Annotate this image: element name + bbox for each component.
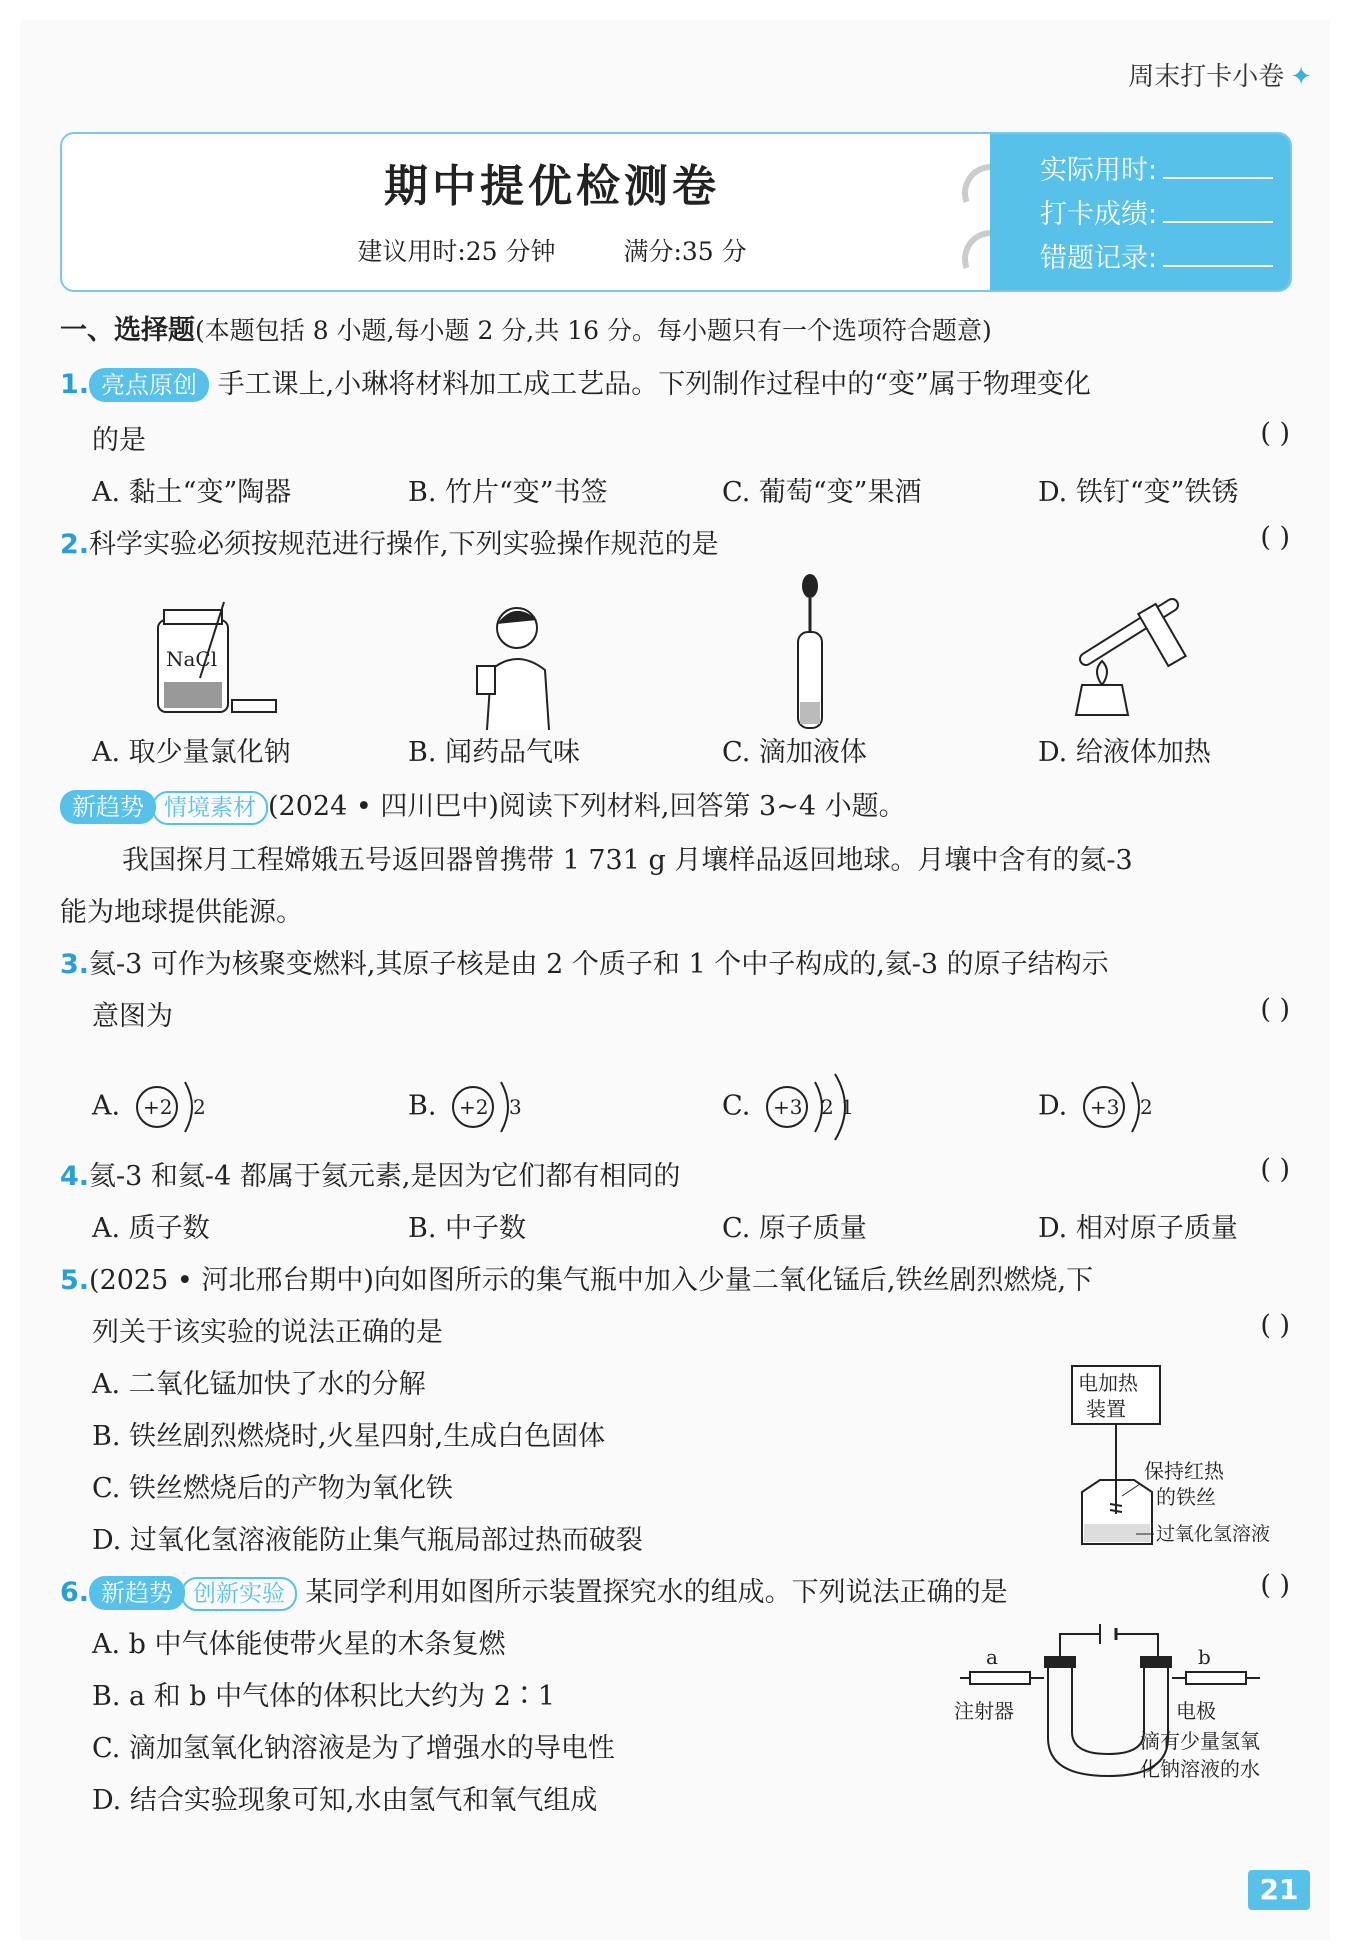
sparkle-icon: ✦	[1290, 62, 1312, 92]
material-text-cont: 能为地球提供能源。	[60, 897, 303, 928]
q2-answer-box[interactable]: ( )	[1260, 522, 1290, 553]
q2-option-a[interactable]: A. 取少量氯化钠	[92, 737, 291, 768]
svg-text:2: 2	[820, 1095, 834, 1119]
q1-option-c[interactable]: C. 葡萄“变”果酒	[722, 477, 922, 508]
q5-answer-box[interactable]: ( )	[1260, 1310, 1290, 1341]
q4-stem: 4.氦-3 和氦-4 都属于氦元素,是因为它们都有相同的	[60, 1161, 681, 1192]
svg-text:2: 2	[1139, 1095, 1153, 1119]
material-text: 我国探月工程嫦娥五号返回器曾携带 1 731 g 月壤样品返回地球。月壤中含有的氦-3	[122, 845, 1133, 876]
corner-label: 周末打卡小卷 ✦	[1128, 62, 1312, 92]
svg-text:+2: +2	[142, 1095, 173, 1119]
section-heading: 一、选择题(本题包括 8 小题,每小题 2 分,共 16 分。每小题只有一个选项符合题意)	[60, 315, 992, 346]
iron-wire-apparatus	[1060, 1364, 1300, 1564]
record-panel	[990, 134, 1290, 290]
actual-time-field[interactable]: 实际用时:	[1040, 148, 1273, 187]
svg-text:3: 3	[509, 1095, 522, 1119]
jar-label: NaCl	[166, 647, 218, 671]
q4-option-c[interactable]: C. 原子质量	[722, 1213, 867, 1244]
q1-option-b[interactable]: B. 竹片“变”书签	[408, 477, 608, 508]
svg-text:电极: 电极	[1176, 1699, 1216, 1723]
q4-option-b[interactable]: B. 中子数	[408, 1213, 527, 1244]
q5-option-c[interactable]: C. 铁丝燃烧后的产物为氧化铁	[92, 1473, 453, 1504]
material-header: 新趋势 情境素材 (2024 • 四川巴中)阅读下列材料,回答第 3~4 小题。	[60, 784, 906, 825]
page-number: 21	[1248, 1870, 1310, 1910]
q6-option-a[interactable]: A. b 中气体能使带火星的木条复燃	[92, 1629, 506, 1660]
svg-text:滴有少量氢氧: 滴有少量氢氧	[1140, 1729, 1260, 1753]
q2-option-b[interactable]: B. 闻药品气味	[408, 737, 581, 768]
atom-diagram	[759, 1072, 869, 1142]
q3-answer-box[interactable]: ( )	[1260, 994, 1290, 1025]
q5-option-a[interactable]: A. 二氧化锰加快了水的分解	[92, 1369, 426, 1400]
q5-option-b[interactable]: B. 铁丝剧烈燃烧时,火星四射,生成白色固体	[92, 1421, 606, 1452]
q1-answer-box[interactable]: ( )	[1260, 418, 1290, 449]
q4-option-d[interactable]: D. 相对原子质量	[1038, 1213, 1238, 1244]
electrolysis-apparatus	[940, 1620, 1290, 1790]
q2-stem: 2.科学实验必须按规范进行操作,下列实验操作规范的是	[60, 529, 719, 560]
q3-option-c[interactable]: C. +3 2 1	[722, 1072, 869, 1142]
q6-option-d[interactable]: D. 结合实验现象可知,水由氢气和氧气组成	[92, 1785, 598, 1816]
q5-option-d[interactable]: D. 过氧化氢溶液能防止集气瓶局部过热而破裂	[92, 1525, 643, 1556]
q4-option-a[interactable]: A. 质子数	[92, 1213, 210, 1244]
svg-text:2: 2	[192, 1095, 206, 1119]
q5-stem-cont: 列关于该实验的说法正确的是	[92, 1317, 443, 1348]
svg-text:注射器: 注射器	[954, 1699, 1014, 1723]
suggested-time: 建议用时:25 分钟	[357, 237, 556, 266]
svg-text:装置: 装置	[1086, 1397, 1126, 1421]
q6-stem: 6. 新趋势 创新实验 某同学利用如图所示装置探究水的组成。下列说法正确的是	[60, 1570, 1008, 1611]
svg-text:+3: +3	[1089, 1095, 1120, 1119]
q1-stem-cont: 的是	[92, 425, 146, 456]
svg-text:的铁丝: 的铁丝	[1156, 1485, 1216, 1509]
q6-option-b[interactable]: B. a 和 b 中气体的体积比大约为 2∶1	[92, 1681, 556, 1712]
exam-info	[62, 232, 1042, 268]
q2-option-d[interactable]: D. 给液体加热	[1038, 737, 1211, 768]
svg-text:电加热: 电加热	[1078, 1371, 1138, 1395]
page-title: 期中提优检测卷	[384, 161, 720, 212]
q3-option-b[interactable]: B. +2 3	[408, 1072, 535, 1142]
score-field[interactable]: 打卡成绩:	[1040, 192, 1273, 231]
svg-text:b: b	[1198, 1645, 1211, 1669]
q3-option-a[interactable]: A. +2 2	[92, 1072, 219, 1142]
svg-text:化钠溶液的水: 化钠溶液的水	[1140, 1757, 1260, 1781]
atom-diagram	[445, 1072, 535, 1142]
full-score: 满分:35 分	[623, 237, 747, 266]
nacl-jar-image	[140, 590, 280, 730]
q6-option-c[interactable]: C. 滴加氢氧化钠溶液是为了增强水的导电性	[92, 1733, 615, 1764]
q5-stem: 5.(2025 • 河北邢台期中)向如图所示的集气瓶中加入少量二氧化锰后,铁丝剧烈燃烧,下	[60, 1265, 1094, 1296]
svg-text:+3: +3	[772, 1095, 803, 1119]
svg-text:1: 1	[840, 1095, 854, 1119]
q4-answer-box[interactable]: ( )	[1260, 1154, 1290, 1185]
q1-badge: 亮点原创	[89, 368, 209, 402]
q2-option-c[interactable]: C. 滴加液体	[722, 737, 867, 768]
svg-text:a: a	[986, 1645, 998, 1669]
smell-person-image	[455, 600, 565, 730]
svg-text:过氧化氢溶液: 过氧化氢溶液	[1156, 1523, 1271, 1545]
q6-answer-box[interactable]: ( )	[1260, 1570, 1290, 1601]
heating-tube-image	[1062, 585, 1212, 725]
svg-text:+2: +2	[459, 1095, 489, 1119]
svg-text:保持红热: 保持红热	[1144, 1459, 1224, 1483]
q1-option-d[interactable]: D. 铁钉“变”铁锈	[1038, 477, 1239, 508]
atom-diagram	[1076, 1072, 1166, 1142]
atom-diagram	[129, 1072, 219, 1142]
dropper-image	[780, 572, 840, 732]
q1-stem: 1. 亮点原创 手工课上,小琳将材料加工成工艺品。下列制作过程中的“变”属于物理变化	[60, 369, 1091, 400]
error-record-field[interactable]: 错题记录:	[1040, 236, 1273, 275]
title-banner	[60, 132, 1292, 292]
q1-option-a[interactable]: A. 黏土“变”陶器	[92, 477, 292, 508]
q3-option-d[interactable]: D. +3 2	[1038, 1072, 1166, 1142]
q3-stem-cont: 意图为	[92, 1001, 173, 1032]
q3-stem: 3.氦-3 可作为核聚变燃料,其原子核是由 2 个质子和 1 个中子构成的,氦-3 的原子结构示	[60, 949, 1109, 980]
